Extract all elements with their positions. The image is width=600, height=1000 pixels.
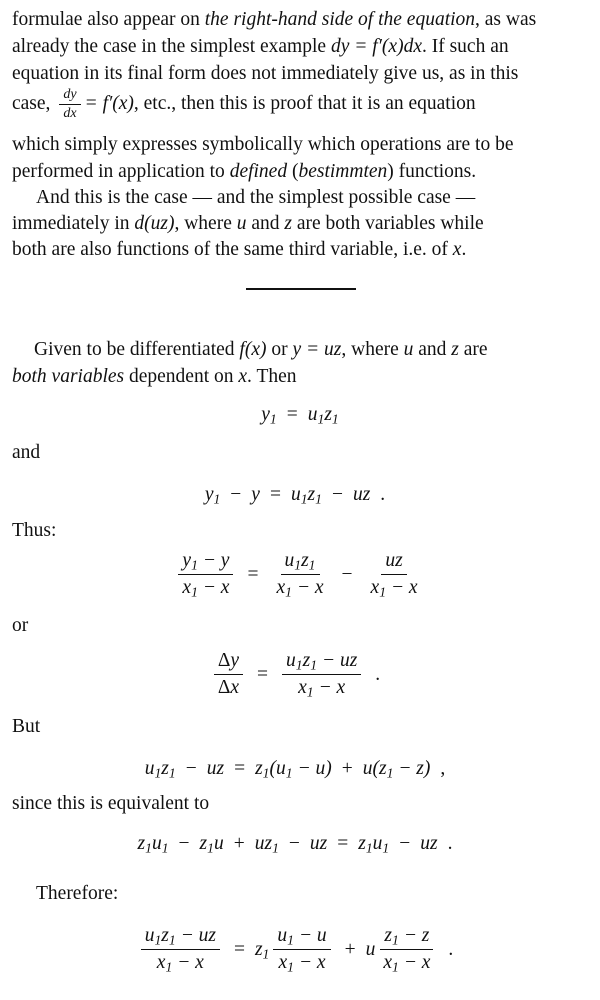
text-span: case, (12, 92, 56, 114)
equation-5 (0, 758, 600, 780)
text-line (12, 240, 466, 260)
inline-math: z (451, 339, 459, 360)
text-span: formulae also appear on (12, 9, 205, 30)
inline-math: z (284, 213, 292, 234)
equation-text: $z_1u_1 - z_1u + uz_1$ − uz = $z_1u_1$ − uz . (137, 833, 453, 856)
text-line (12, 135, 513, 155)
text-span: performed in application to (12, 161, 230, 182)
equation-3: $\frac{y_1 - y}{x_1 - x}$ = $\frac{u_1z_1}{x_1 - x}$ − $\frac{uz}{x_1 - x}$ (0, 550, 600, 599)
text-span: Given to be differentiated (34, 339, 240, 360)
text-span: equation in its final form does not immediately give us, as in this (12, 63, 519, 84)
emphasis: both variables (12, 366, 125, 387)
text-span: or (266, 339, 293, 360)
text-span: immediately in (12, 213, 135, 234)
text-line (12, 64, 518, 84)
text-line (12, 162, 476, 182)
fraction-denominator: dx (63, 106, 77, 121)
text-span: ( (287, 161, 299, 182)
equation-6 (0, 833, 600, 855)
text-span: . If such an (421, 36, 509, 57)
text-span: and (413, 339, 452, 360)
equation-4: $\frac{\Delta y}{\Delta x}$ = $\frac{u_1z_1 - uz}{x_1 - x}$ . (0, 650, 600, 699)
inline-math: x (238, 366, 248, 387)
fraction: $\frac{z_1 - z}{x_1 - x}$ (379, 925, 434, 974)
fraction: $\frac{u_1z_1 - uz}{x_1 - x}$ (141, 925, 220, 974)
equation-text: $u_1z_1$ − uz = $z_1(u_1 - u) + u(z_1 - z)$ , (144, 758, 446, 781)
equation-text: $y_1 - y = u_1z_1$ − uz . (204, 484, 386, 507)
text-span: And this is the case — and the simplest possible case — (36, 187, 476, 208)
equation-7: $\frac{u_1z_1 - uz}{x_1 - x}$ = $z_1$ $\frac{u_1 - u}{x_1 - x}$ + u $\frac{z_1 - z}{x_1 - x}$ . (0, 925, 600, 974)
text-span: both are also functions of the same third variable, i.e. of (12, 239, 453, 260)
text-span: which simply expresses symbolically which operations are to be (12, 134, 514, 155)
text-span: are both variables while (291, 213, 484, 234)
text-line (12, 37, 509, 57)
inline-math: = f′(x) (84, 92, 134, 114)
text-span: dependent on (124, 366, 239, 387)
equation-text: $y_1 = u_1z_1$ (261, 404, 339, 427)
text-span: , where (341, 339, 404, 360)
text-span: . Then (247, 366, 297, 387)
inline-math: u (236, 213, 247, 234)
text-line (12, 88, 476, 121)
emphasis: the right-hand side of the equation (204, 9, 476, 30)
text-line (34, 340, 488, 360)
fraction: $\frac{u_1 - u}{x_1 - x}$ (273, 925, 330, 974)
connector-word: But (12, 716, 41, 737)
text-span: already the case in the simplest example (12, 36, 331, 57)
fraction: $\frac{u_1z_1 - uz}{x_1 - x}$ (282, 650, 361, 699)
inline-math: d(uz) (134, 213, 175, 234)
inline-math: x (452, 239, 462, 260)
text-span: . (461, 239, 467, 260)
fraction-numerator: dy (59, 88, 80, 105)
text-span: are (458, 339, 488, 360)
inline-math: u (403, 339, 414, 360)
text-line (12, 367, 297, 387)
inline-math: y = uz (292, 339, 342, 360)
fraction: $\frac{\Delta y}{\Delta x}$ (214, 650, 243, 699)
inline-math: f(x) (239, 339, 267, 360)
equation-1 (0, 404, 600, 426)
fraction: $\frac{uz}{x_1 - x}$ (370, 550, 418, 600)
text-span: , as was (475, 9, 537, 30)
connector-word: and (12, 442, 41, 463)
text-span: and (246, 213, 285, 234)
emphasis: defined (229, 161, 288, 182)
section-divider (246, 288, 356, 290)
equation-2 (0, 484, 600, 506)
connector-word: Therefore: (36, 883, 119, 904)
text-span: ) functions. (387, 161, 477, 182)
fraction: $\frac{u_1z_1}{x_1 - x}$ (276, 550, 324, 600)
text-line (12, 214, 484, 234)
fraction: $\frac{y_1 - y}{x_1 - x}$ (178, 550, 233, 599)
text-span: , etc., then this is proof that it is an equation (133, 92, 476, 114)
inline-math: dy = f′(x)dx (330, 36, 422, 57)
emphasis: bestimmten (298, 161, 388, 182)
text-line (12, 10, 536, 30)
connector-word: or (12, 615, 29, 636)
connector-word: since this is equivalent to (12, 793, 210, 814)
connector-word: Thus: (12, 520, 57, 541)
inline-fraction (59, 88, 80, 121)
text-line (36, 188, 475, 208)
text-span: , where (174, 213, 237, 234)
